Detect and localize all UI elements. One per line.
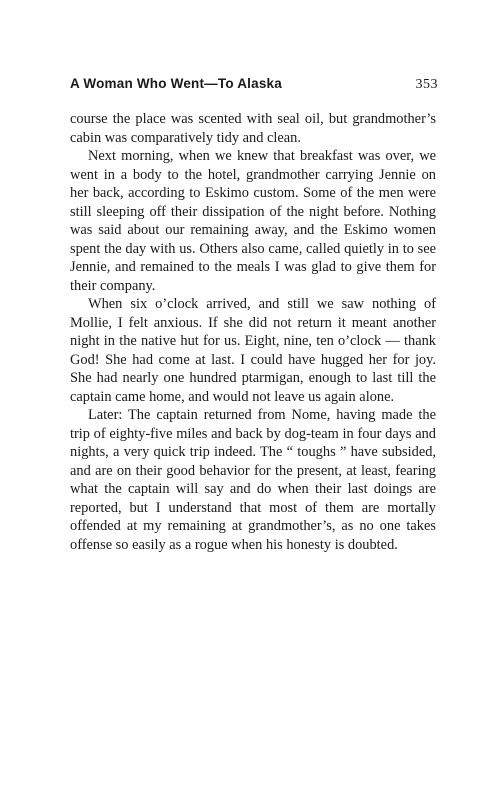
running-head xyxy=(70,76,438,96)
paragraph: Later: The captain returned from Nome, having made the trip of eighty-five miles and back by dog-team in four days and nights, a very quick trip indeed. The “ toughs ” have subsided, and are on their good behavior for the present, at least, fearing what the captain will say and do when their last doings are reported, but I understand that most of them are mortally offended at my remaining at grandmother’s, as no one takes offense so easily as a rogue when his honesty is doubted. xyxy=(70,407,436,553)
page-number: 353 xyxy=(415,77,438,92)
paragraph-continued: course the place was scented with seal oil, but grandmother’s cabin was comparatively tidy and clean. xyxy=(70,111,436,146)
body-text xyxy=(70,110,436,554)
paragraph: Next morning, when we knew that breakfast was over, we went in a body to the hotel, grandmother carrying Jennie on her back, according to Eskimo custom. Some of the men were still sleeping off their dissipation of the night before. Nothing was said about our remaining away, and the Eskimo women spent the day with us. Others also came, called quietly in to see Jennie, and remained to the meals I was glad to give them for their company. xyxy=(70,148,436,294)
paragraph: When six o’clock arrived, and still we saw nothing of Mollie, I felt anxious. If she did not return it meant another night in the native hut for us. Eight, nine, ten o’clock — thank God! She had come at last. I could have hugged her for joy. She had nearly one hundred ptarmigan, enough to last till the captain came home, and would not leave us again alone. xyxy=(70,296,436,405)
running-title: A Woman Who Went—To Alaska xyxy=(70,76,282,91)
